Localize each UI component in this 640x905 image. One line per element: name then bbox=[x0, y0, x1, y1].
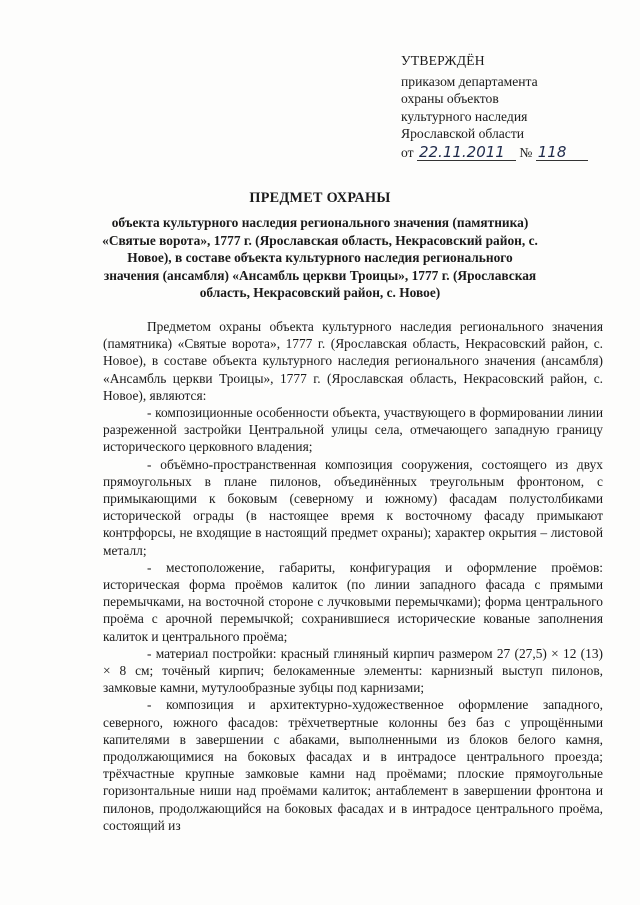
approval-line: приказом департамента bbox=[401, 73, 538, 89]
paragraph-item: - композиция и архитектурно-художественное оформление западного, северного, южного фасадов: трёхчетвертные колонны без баз с упрощёнными капителями в завершении с абаками, выполненными из блоков белого камня, продолжающимися на боковых фасадах и в интрадосе центрального проезда; трёхчастные крупные замковые камни над проёмами; плоские прямоугольные горизонтальные ниши над проёмами калиток; антаблемент в завершении фронтона и пилонов, продолжающийся на боковых фасадах и в интрадосе центрального проёма, состоящий из bbox=[103, 697, 603, 833]
paragraph-item: - местоположение, габариты, конфигурация и оформление проёмов: историческая форма проёмов калиток (по линии западного фасада с прямыми перемычками, на восточной стороне с лучковыми перемычками); форма центрального проёма с арочной перемычкой; сохранившиеся исторические кованые заполнения калиток и центрального проёма; bbox=[103, 559, 603, 644]
document-title: ПРЕДМЕТ ОХРАНЫ bbox=[249, 190, 391, 206]
approval-line: культурного наследия bbox=[401, 108, 528, 124]
handwritten-number: 118 bbox=[536, 144, 588, 161]
paragraph-item: - объёмно-пространственная композиция сооружения, состоящего из двух прямоугольных в плане пилонов, объединённых треугольным фронтоном, с примыкающими к боковым (северному и южному) фасадам полустолбиками исторической ограды (в настоящее время к восточному фасаду примыкают контрфорсы, не входящие в настоящий предмет охраны); характер окрытия – листовой металл; bbox=[103, 456, 603, 558]
approval-block bbox=[401, 52, 621, 162]
paragraph-item: - композиционные особенности объекта, участвующего в формировании линии разреженной застройки Центральной улицы села, отмечающего западную границу исторического церковного владения; bbox=[103, 405, 603, 455]
number-sign: № bbox=[519, 144, 533, 160]
paragraph-intro: Предметом охраны объекта культурного наследия регионального значения (памятника) «Святые ворота», 1777 г. (Ярославская область, Некрасовский район, с. Новое), в составе объекта культурного наследия регионального значения (ансамбля) «Ансамбль церкви Троицы», 1777 г. (Ярославская область, Некрасовский район, с. Новое), являются: bbox=[103, 319, 603, 403]
date-prefix: от bbox=[401, 144, 414, 160]
document-subtitle: объекта культурного наследия регионального значения (памятника) «Святые ворота», 1777 г. (Ярославская область, Некрасовский район, с. Новое), в составе объекта культурного наследия регионального значения (ансамбля) «Ансамбль церкви Троицы», 1777 г. (Ярославская область, Некрасовский район, с. Новое) bbox=[102, 215, 538, 301]
paragraph-item: - материал постройки: красный глиняный кирпич размером 27 (27,5) × 12 (13) × 8 см; точёный кирпич; белокаменные элементы: карнизный выступ пилонов, замковые камни, мутулообразные зубцы под карнизами; bbox=[103, 645, 603, 696]
approval-date-line bbox=[401, 144, 621, 162]
document-title-block bbox=[100, 190, 540, 301]
approval-line: Ярославской области bbox=[401, 126, 525, 142]
approval-line: охраны объектов bbox=[401, 91, 499, 107]
document-body bbox=[103, 318, 603, 834]
approval-heading: УТВЕРЖДЁН bbox=[401, 53, 485, 68]
handwritten-date: 22.11.2011 bbox=[417, 144, 516, 161]
